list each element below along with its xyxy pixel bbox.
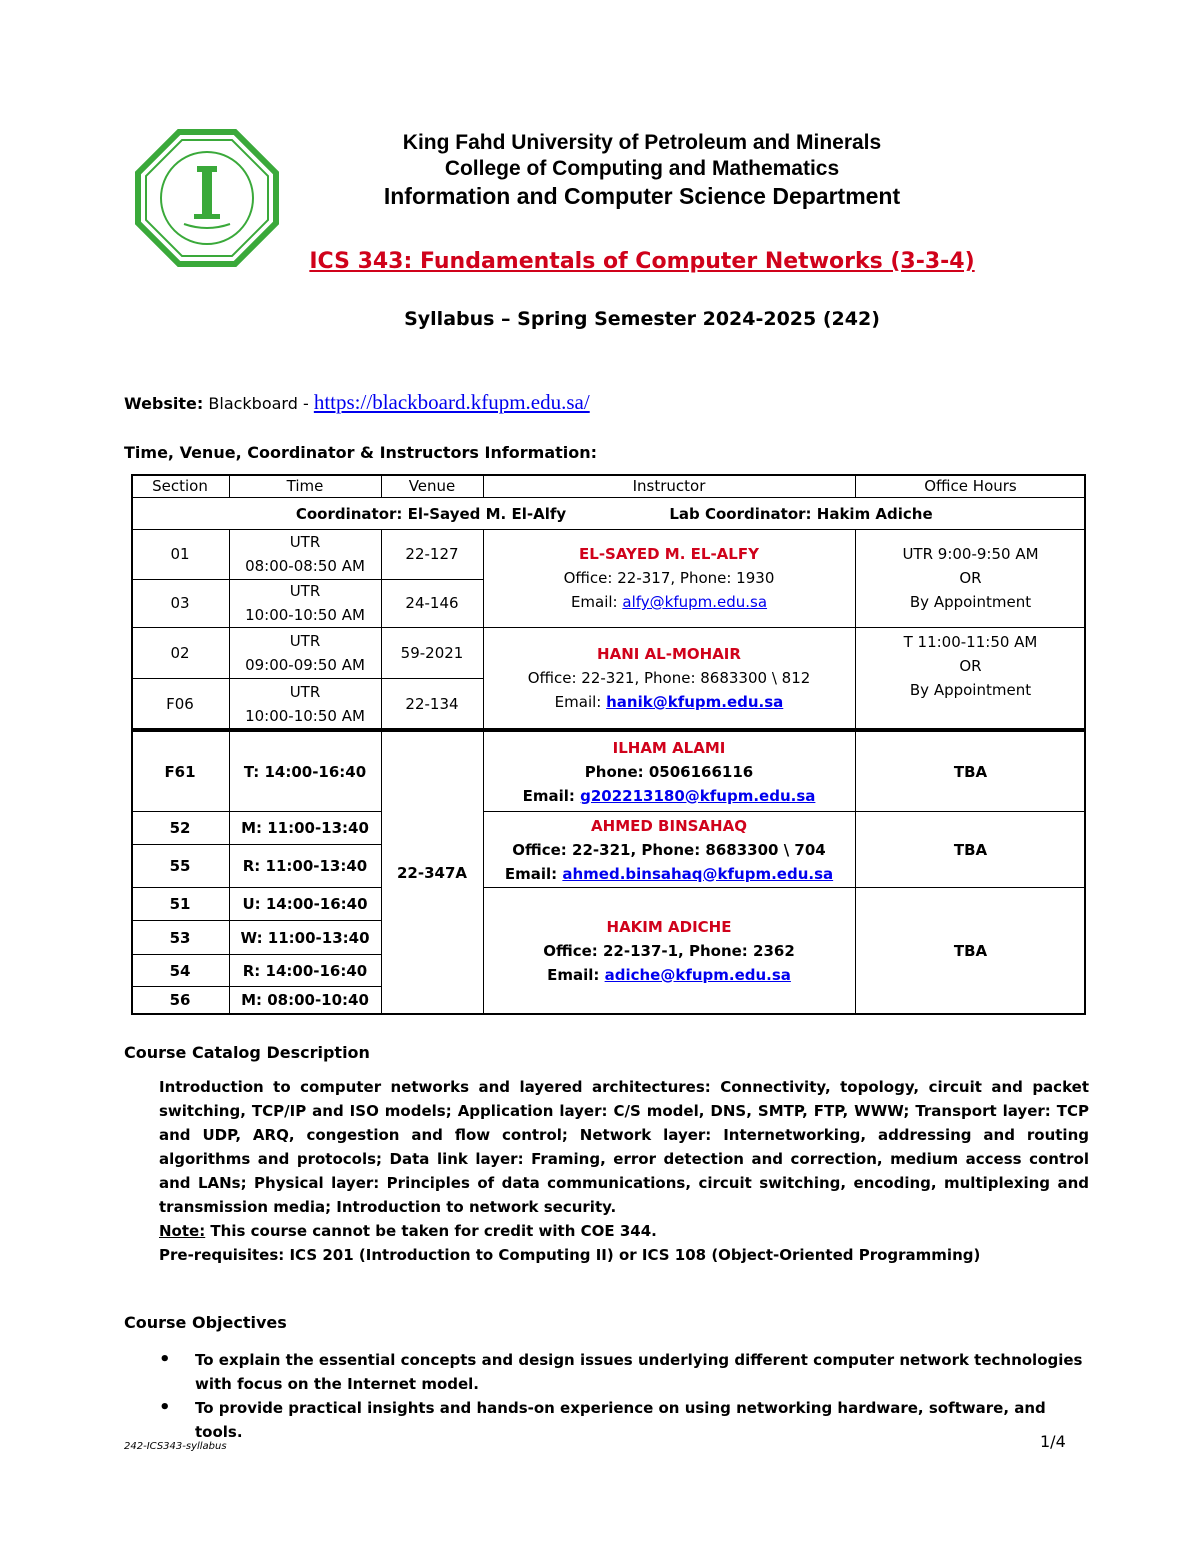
instructor-name: HAKIM ADICHE: [606, 917, 732, 936]
section-cell: F06: [166, 694, 194, 713]
footer-file-label: 242-ICS343-syllabus: [124, 1441, 227, 1452]
time-cell: T: 14:00-16:40: [243, 762, 367, 781]
instructor-office: Office: 22-317, Phone: 1930: [563, 569, 775, 587]
instructor-name: EL-SAYED M. EL-ALFY: [579, 545, 759, 563]
time-cell: [229, 529, 381, 579]
time-cell: [229, 628, 381, 678]
list-item: • To explain the essential concepts and design issues underlying different computer network technologies with focus on the Internet model.: [159, 1348, 1089, 1396]
time-cell: R: 14:00-16:40: [242, 961, 368, 980]
header-time: Time: [286, 477, 324, 495]
prerequisites: Pre-requisites: ICS 201 (Introduction to Computing II) or ICS 108 (Object-Oriented Programming): [159, 1246, 981, 1264]
office-hours-line: UTR 9:00-9:50 AM: [902, 545, 1039, 563]
header-section: Section: [152, 477, 208, 495]
website-label: Website:: [124, 394, 204, 413]
header-office-hours: Office Hours: [924, 477, 1017, 495]
instructor-office: Office: 22-137-1, Phone: 2362: [543, 941, 795, 960]
section-cell: 54: [169, 961, 191, 980]
email-link[interactable]: alfy@kfupm.edu.sa: [622, 593, 768, 611]
instructor-office: Phone: 0506166116: [584, 762, 754, 781]
course-title: ICS 343: Fundamentals of Computer Networks (3-3-4): [309, 249, 975, 274]
email-label: Email:: [522, 786, 575, 805]
instructor-cell: [483, 529, 855, 627]
lab-coordinator: Lab Coordinator: Hakim Adiche: [669, 504, 933, 523]
header-venue: Venue: [408, 477, 456, 495]
section-cell: 02: [170, 644, 190, 662]
instructor-name: ILHAM ALAMI: [612, 738, 726, 757]
time-cell: R: 11:00-13:40: [242, 857, 368, 875]
section-cell: 51: [169, 895, 191, 913]
page-number: 1/4: [1040, 1432, 1066, 1451]
office-hours-or: OR: [959, 569, 982, 587]
venue-cell: 22-347A: [396, 863, 468, 882]
office-hours-cell: TBA: [953, 762, 988, 781]
college-name: College of Computing and Mathematics: [444, 157, 840, 180]
time-cell: M: 11:00-13:40: [241, 819, 369, 837]
email-label: Email:: [570, 593, 618, 611]
venue-cell: 24-146: [405, 594, 459, 612]
email-link[interactable]: hanik@kfupm.edu.sa: [606, 693, 784, 711]
email-link[interactable]: ahmed.binsahaq@kfupm.edu.sa: [562, 864, 834, 883]
instructor-cell: [483, 732, 855, 811]
time-cell: W: 11:00-13:40: [240, 928, 370, 947]
website-line: [124, 390, 590, 415]
office-hours-or: OR: [959, 657, 982, 675]
office-hours-cell: [855, 628, 1086, 704]
email-link[interactable]: g202213180@kfupm.edu.sa: [580, 786, 816, 805]
header-instructor: Instructor: [632, 477, 706, 495]
time-cell: M: 08:00-10:40: [241, 991, 369, 1009]
email-label: Email:: [554, 693, 602, 711]
kfupm-seal-icon: [134, 128, 280, 268]
website-link[interactable]: https://blackboard.kfupm.edu.sa/: [313, 390, 590, 414]
instructor-cell: [483, 628, 855, 728]
catalog-text: Introduction to computer networks and layered architectures: Connectivity, topology, circuit and packet switching, TCP/IP and ISO models; Application layer: C/S model, DNS, SMTP, FTP, WWW; Transport layer: TCP and UDP, ARQ, congestion and flow control; Network layer: Internetworking, addressing and routing algorithms and protocols; Data link layer: Framing, error detection and correction, medium access control and LANs; Physical layer: Principles of data communications, circuit switching, encoding, multiplexing and transmission media; Introduction to network security.: [159, 1078, 1089, 1216]
email-label: Email:: [504, 864, 558, 883]
time-cell: [229, 579, 381, 627]
time-days: UTR: [289, 632, 321, 650]
table-heading: Time, Venue, Coordinator & Instructors Information:: [124, 443, 598, 462]
instructor-office: Office: 22-321, Phone: 8683300 \ 704: [512, 840, 826, 859]
office-hours-appointment: By Appointment: [909, 681, 1032, 699]
note-label: Note:: [159, 1222, 206, 1240]
section-cell: 55: [169, 857, 191, 875]
schedule-table: [131, 474, 1086, 1015]
venue-cell: 22-127: [405, 545, 459, 563]
instructor-cell: [483, 812, 855, 887]
instructor-cell: [483, 888, 855, 1013]
email-link[interactable]: adiche@kfupm.edu.sa: [604, 965, 791, 984]
section-cell: 03: [170, 594, 190, 612]
instructor-name: HANI AL-MOHAIR: [597, 645, 741, 663]
section-cell: 53: [169, 928, 191, 947]
office-hours-cell: TBA: [953, 840, 988, 859]
time-range: 09:00-09:50 AM: [245, 656, 365, 674]
instructor-office: Office: 22-321, Phone: 8683300 \ 812: [527, 669, 811, 687]
instructor-name: AHMED BINSAHAQ: [591, 816, 747, 835]
venue-cell: 59-2021: [400, 644, 464, 662]
time-range: 10:00-10:50 AM: [245, 606, 365, 624]
section-cell: F61: [164, 762, 196, 781]
syllabus-title: Syllabus – Spring Semester 2024-2025 (242): [404, 308, 880, 330]
venue-cell: 22-134: [405, 694, 459, 713]
office-hours-cell: [855, 529, 1086, 627]
section-cell: 56: [169, 991, 191, 1009]
email-label: Email:: [547, 965, 600, 984]
section-cell: 01: [170, 545, 190, 563]
list-item: • To provide practical insights and hands-on experience on using networking hardware, software, and tools.: [159, 1396, 1089, 1444]
objectives-list: [159, 1348, 1089, 1444]
office-hours-cell: TBA: [953, 941, 988, 960]
office-hours-line: T 11:00-11:50 AM: [903, 633, 1038, 651]
website-text: Blackboard -: [208, 394, 309, 413]
catalog-title: Course Catalog Description: [124, 1043, 370, 1062]
time-days: UTR: [289, 682, 321, 701]
office-hours-appointment: By Appointment: [909, 593, 1032, 611]
coordinator: Coordinator: El-Sayed M. El-Alfy: [295, 504, 567, 523]
time-days: UTR: [289, 533, 321, 551]
catalog-note: [159, 1219, 1089, 1243]
note-text: This course cannot be taken for credit with COE 344.: [205, 1222, 657, 1240]
time-days: UTR: [289, 582, 321, 600]
objectives-title: Course Objectives: [124, 1313, 287, 1332]
section-cell: 52: [169, 819, 191, 837]
department-name: Information and Computer Science Department: [383, 183, 901, 209]
time-range: 10:00-10:50 AM: [245, 706, 365, 725]
university-name: King Fahd University of Petroleum and Minerals: [402, 131, 882, 154]
time-cell: [229, 679, 381, 728]
time-cell: U: 14:00-16:40: [242, 895, 368, 913]
time-range: 08:00-08:50 AM: [245, 557, 365, 575]
